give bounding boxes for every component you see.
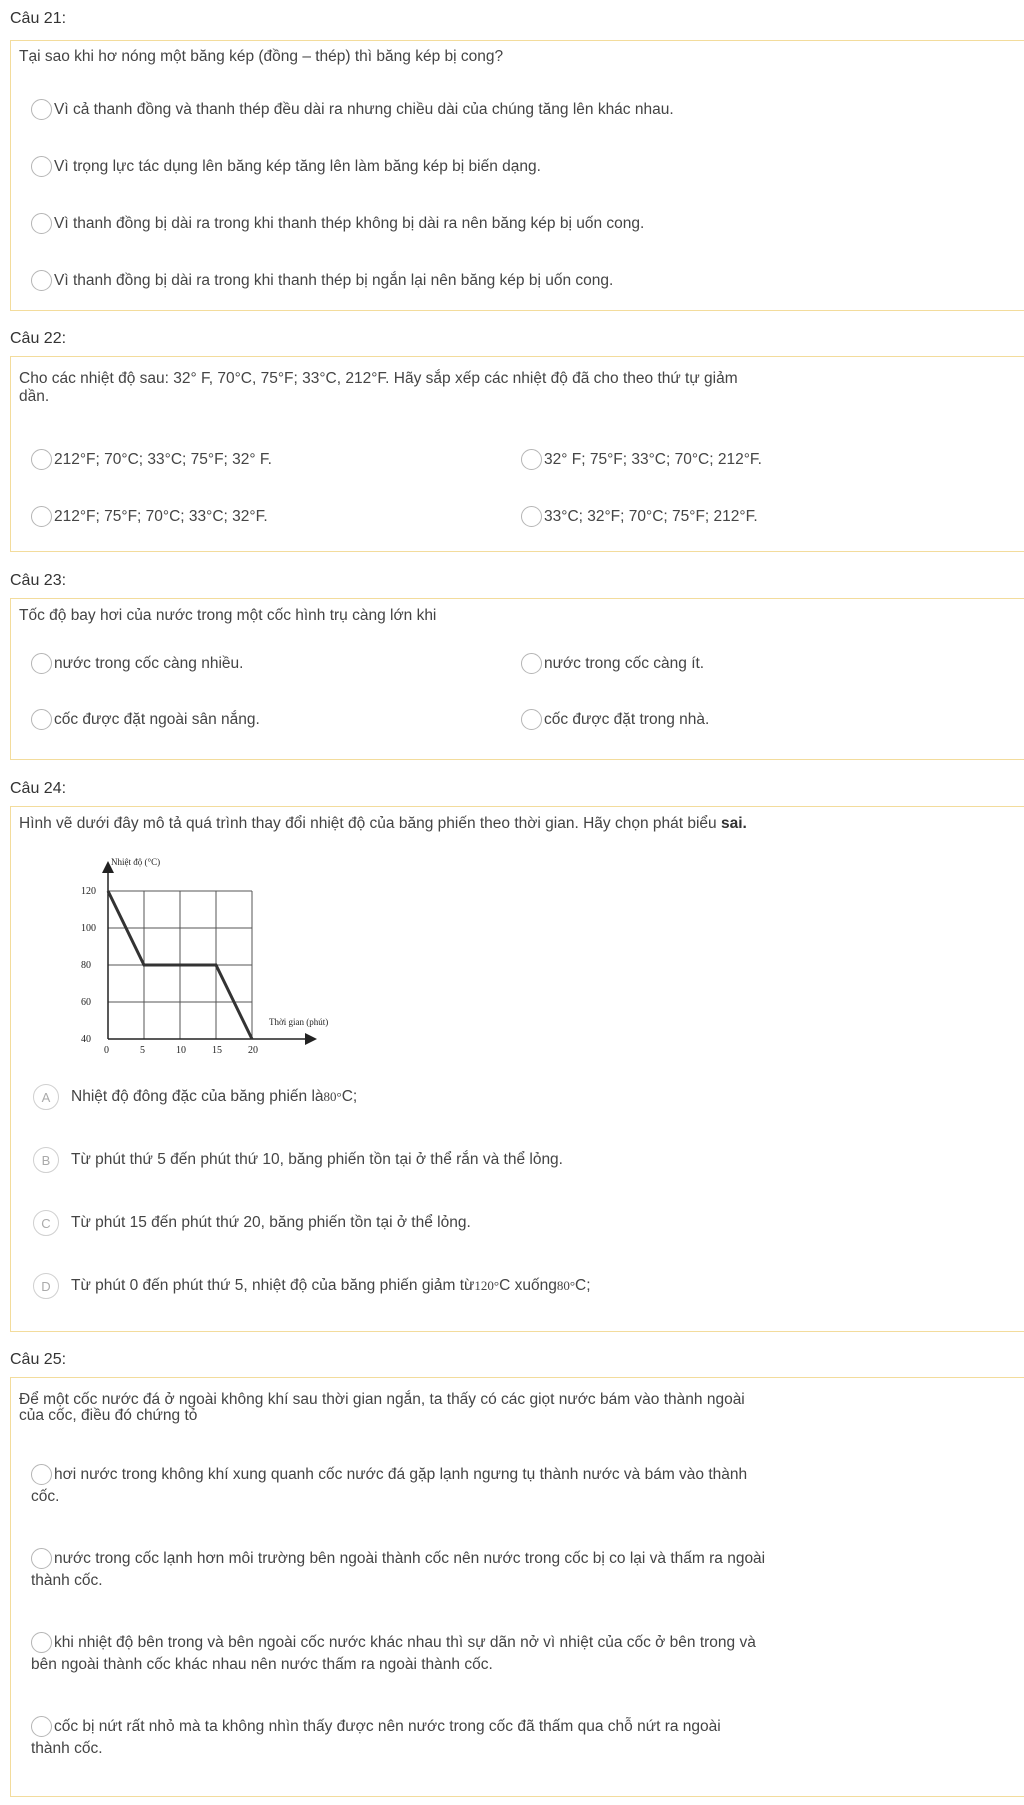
question-24-title: Câu 24: bbox=[10, 780, 67, 797]
question-24-box bbox=[10, 806, 1024, 1332]
q21-option-1[interactable] bbox=[31, 99, 674, 121]
x-tick-label: 5 bbox=[140, 1045, 145, 1056]
question-24-text bbox=[19, 815, 747, 833]
question-25-text-line1: Để một cốc nước đá ở ngoài không khí sau thời gian ngắn, ta thấy có các giọt nước bám vào thành ngoài bbox=[19, 1391, 745, 1408]
option-label: khi nhiệt độ bên trong và bên ngoài cốc nước khác nhau thì sự dãn nở vì nhiệt của cốc ở bên trong và bên ngoài thành cốc khác nhau nên nước thấm ra ngoài thành cốc. bbox=[31, 1634, 756, 1673]
option-label: hơi nước trong không khí xung quanh cốc nước đá gặp lạnh ngưng tụ thành nước và bám vào thành cốc. bbox=[31, 1466, 748, 1505]
question-21-title: Câu 21: bbox=[10, 10, 67, 27]
q22-option-4[interactable] bbox=[521, 506, 758, 528]
option-label: Vì cả thanh đồng và thanh thép đều dài ra nhưng chiều dài của chúng tăng lên khác nhau. bbox=[54, 101, 674, 118]
q25-option-3[interactable] bbox=[31, 1632, 1016, 1676]
q23-option-2[interactable] bbox=[521, 653, 704, 675]
question-23-box bbox=[10, 598, 1024, 760]
question-25-title: Câu 25: bbox=[10, 1351, 67, 1368]
option-label: 32° F; 75°F; 33°C; 70°C; 212°F. bbox=[544, 451, 762, 468]
q25-option-2[interactable] bbox=[31, 1548, 1016, 1592]
option-letter-d[interactable]: D bbox=[33, 1273, 59, 1299]
q24-option-b[interactable] bbox=[33, 1147, 563, 1173]
x-tick-label: 10 bbox=[176, 1045, 186, 1056]
option-label-end: C; bbox=[575, 1277, 591, 1294]
graph-x-label: Thời gian (phút) bbox=[269, 1017, 329, 1027]
radio-button[interactable] bbox=[31, 270, 52, 291]
q24-option-c[interactable] bbox=[33, 1210, 471, 1236]
option-label: nước trong cốc lạnh hơn môi trường bên ngoài thành cốc nên nước trong cốc bị co lại và thấm ra ngoài thành cốc. bbox=[31, 1550, 766, 1589]
q22-option-2[interactable] bbox=[521, 449, 762, 471]
y-tick-label: 80 bbox=[81, 960, 91, 971]
y-tick-label: 60 bbox=[81, 997, 91, 1008]
radio-button[interactable] bbox=[31, 709, 52, 730]
y-tick-label: 40 bbox=[81, 1034, 91, 1045]
option-value: 120° bbox=[474, 1278, 500, 1293]
q23-option-4[interactable] bbox=[521, 709, 709, 731]
question-22-text-line2: dần. bbox=[19, 388, 50, 405]
question-22-box bbox=[10, 356, 1024, 552]
question-22-text-line1: Cho các nhiệt độ sau: 32° F, 70°C, 75°F; 33°C, 212°F. Hãy sắp xếp các nhiệt độ đã cho theo thứ tự giảm bbox=[19, 370, 738, 387]
option-label: Nhiệt độ đông đặc của băng phiến là bbox=[71, 1088, 324, 1105]
option-label: 33°C; 32°F; 70°C; 75°F; 212°F. bbox=[544, 508, 758, 525]
option-label: nước trong cốc càng ít. bbox=[544, 655, 705, 672]
option-label: 212°F; 75°F; 70°C; 33°C; 32°F. bbox=[54, 508, 268, 525]
question-23-text: Tốc độ bay hơi của nước trong một cốc hình trụ càng lớn khi bbox=[19, 607, 437, 624]
radio-button[interactable] bbox=[31, 99, 52, 120]
option-value-2: 80° bbox=[556, 1278, 576, 1293]
question-22-title: Câu 22: bbox=[10, 330, 67, 347]
graph-y-label: Nhiệt độ (°C) bbox=[111, 857, 161, 867]
q23-option-1[interactable] bbox=[31, 653, 243, 675]
radio-button[interactable] bbox=[521, 709, 542, 730]
option-value: 80° bbox=[323, 1089, 342, 1104]
q25-option-1[interactable] bbox=[31, 1464, 1016, 1508]
q23-option-3[interactable] bbox=[31, 709, 260, 731]
temperature-graph bbox=[71, 847, 329, 1057]
x-tick-label: 0 bbox=[104, 1045, 109, 1056]
question-21-box bbox=[10, 40, 1024, 311]
option-letter-b[interactable]: B bbox=[33, 1147, 59, 1173]
question-24-text-bold: sai. bbox=[720, 815, 747, 832]
question-23-title: Câu 23: bbox=[10, 572, 67, 589]
option-label: Từ phút 15 đến phút thứ 20, băng phiến tồn tại ở thể lỏng. bbox=[71, 1214, 471, 1231]
y-tick-label: 100 bbox=[81, 923, 96, 934]
x-tick-label: 20 bbox=[248, 1045, 258, 1056]
q21-option-2[interactable] bbox=[31, 156, 541, 178]
q22-option-3[interactable] bbox=[31, 506, 268, 528]
q22-option-1[interactable] bbox=[31, 449, 272, 471]
radio-button[interactable] bbox=[521, 449, 542, 470]
option-label: Từ phút thứ 5 đến phút thứ 10, băng phiến tồn tại ở thể rắn và thể lỏng. bbox=[71, 1151, 563, 1168]
radio-button[interactable] bbox=[521, 506, 542, 527]
x-tick-label: 15 bbox=[212, 1045, 222, 1056]
option-letter-c[interactable]: C bbox=[33, 1210, 59, 1236]
q21-option-3[interactable] bbox=[31, 213, 644, 235]
radio-button[interactable] bbox=[31, 653, 52, 674]
radio-button[interactable] bbox=[31, 213, 52, 234]
radio-button[interactable] bbox=[31, 156, 52, 177]
question-21-text: Tại sao khi hơ nóng một băng kép (đồng – thép) thì băng kép bị cong? bbox=[19, 48, 504, 65]
option-label: nước trong cốc càng nhiều. bbox=[54, 655, 244, 672]
radio-button[interactable] bbox=[31, 506, 52, 527]
option-label: Vì thanh đồng bị dài ra trong khi thanh thép bị ngắn lại nên băng kép bị uốn cong. bbox=[54, 272, 614, 289]
option-label: Vì trọng lực tác dụng lên băng kép tăng lên làm băng kép bị biến dạng. bbox=[54, 158, 541, 175]
q24-option-d[interactable] bbox=[33, 1273, 591, 1299]
option-label-end: C; bbox=[341, 1088, 358, 1105]
option-label: cốc được đặt ngoài sân nắng. bbox=[54, 711, 260, 728]
question-25-text-line2: của cốc, điều đó chứng tỏ bbox=[19, 1407, 198, 1424]
radio-button[interactable] bbox=[521, 653, 542, 674]
option-label-mid: C xuống bbox=[499, 1277, 557, 1294]
option-label: 212°F; 70°C; 33°C; 75°F; 32° F. bbox=[54, 451, 272, 468]
option-letter-a[interactable]: A bbox=[33, 1084, 59, 1110]
q21-option-4[interactable] bbox=[31, 270, 613, 292]
question-24-text-main: Hình vẽ dưới đây mô tả quá trình thay đổi nhiệt độ của băng phiến theo thời gian. Hãy chọn phát biểu bbox=[19, 815, 717, 832]
question-25-box bbox=[10, 1377, 1024, 1797]
option-label: Vì thanh đồng bị dài ra trong khi thanh thép không bị dài ra nên băng kép bị uốn cong. bbox=[54, 215, 645, 232]
q25-option-4[interactable] bbox=[31, 1716, 1016, 1760]
q24-option-a[interactable] bbox=[33, 1084, 357, 1110]
radio-button[interactable] bbox=[31, 449, 52, 470]
option-label: Từ phút 0 đến phút thứ 5, nhiệt độ của băng phiến giảm từ bbox=[71, 1277, 475, 1294]
option-label: cốc bị nứt rất nhỏ mà ta không nhìn thấy được nên nước trong cốc đã thấm qua chỗ nứt ra ngoài thành cốc. bbox=[31, 1718, 721, 1757]
y-tick-label: 120 bbox=[81, 886, 96, 897]
option-label: cốc được đặt trong nhà. bbox=[544, 711, 710, 728]
